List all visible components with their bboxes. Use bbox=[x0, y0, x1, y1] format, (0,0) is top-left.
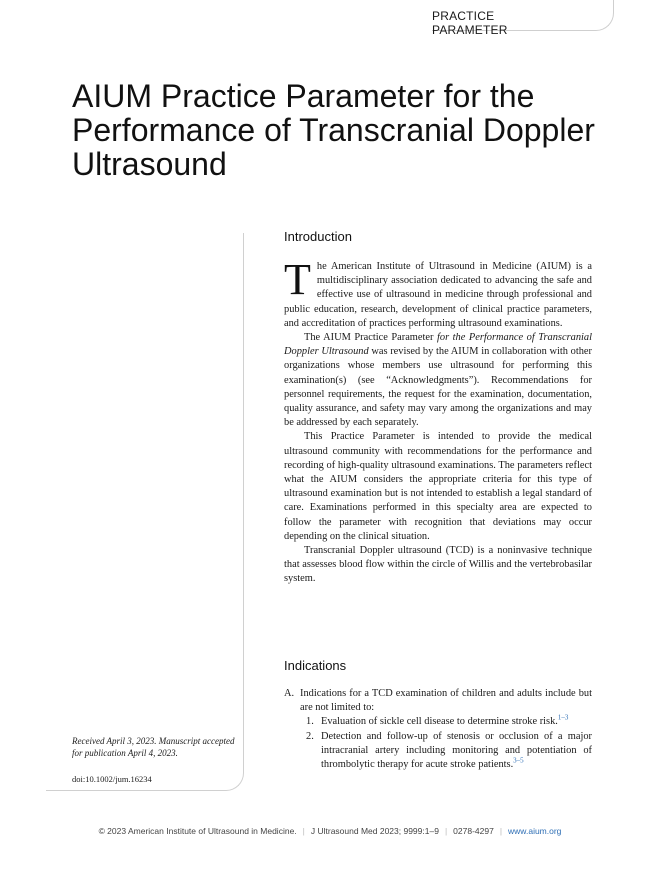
sub-item-text: Evaluation of sickle cell disease to determine stroke risk. bbox=[321, 716, 558, 728]
indication-item-text: Indications for a TCD examination of children and adults include but are not limited to: bbox=[300, 688, 592, 714]
indication-item-a bbox=[284, 687, 592, 715]
footer-issn: 0278-4297 bbox=[453, 826, 494, 836]
reference-link[interactable]: 3–5 bbox=[513, 756, 524, 765]
intro-p2-after: was revised by the AIUM in collaboration with other organizations whose members use ultrasound for performing this examination(s) (see “Acknowledgments”). Recommendations for personnel requirements, the request for the examination, documentation, quality assurance, and safety may vary among the organizations and may be addressed by each separately. bbox=[284, 346, 592, 429]
header-tab bbox=[432, 0, 614, 37]
indication-sub-list bbox=[284, 715, 592, 772]
introduction-body bbox=[284, 255, 592, 587]
reference-link[interactable]: 1–3 bbox=[557, 713, 569, 722]
indication-sub-item bbox=[284, 715, 592, 729]
sub-item-text: Detection and follow-up of stenosis or occlusion of a major intracranial artery including monitoring and potentiation of thrombolytic therapy for acute stroke patients. bbox=[321, 730, 592, 771]
intro-paragraph-1 bbox=[284, 255, 592, 331]
footer-copyright: © 2023 American Institute of Ultrasound in Medicine. bbox=[98, 826, 297, 836]
footer-separator: | bbox=[444, 826, 448, 836]
footer-journal: J Ultrasound Med 2023; 9999:1–9 bbox=[310, 826, 439, 836]
sub-item-number: 2. bbox=[306, 730, 314, 742]
footer-website-link[interactable]: www.aium.org bbox=[508, 826, 562, 836]
doi: doi:10.1002/jum.16234 bbox=[72, 774, 152, 784]
intro-p2-italic: for the Performance of Transcranial Doppler Ultrasound bbox=[284, 332, 592, 358]
intro-p2-before: The AIUM Practice Parameter bbox=[304, 332, 437, 344]
column-divider bbox=[243, 233, 244, 773]
indication-item-label: A. bbox=[284, 688, 295, 699]
indications-body bbox=[284, 687, 592, 772]
intro-paragraph-2 bbox=[284, 331, 592, 430]
indications-heading: Indications bbox=[284, 658, 347, 673]
footer-separator: | bbox=[499, 826, 503, 836]
dropcap: T bbox=[284, 255, 311, 304]
page-footer bbox=[0, 826, 660, 836]
indication-sub-item bbox=[284, 730, 592, 773]
footer-separator: | bbox=[302, 826, 305, 836]
intro-paragraph-4: Transcranial Doppler ultrasound (TCD) is a noninvasive technique that assesses blood flow within the circle of Willis and the vertebrobasilar system. bbox=[284, 545, 592, 585]
sub-item-number: 1. bbox=[306, 716, 314, 728]
intro-paragraph-3: This Practice Parameter is intended to provide the medical ultrasound community with recommendations for the performance and recording of high-quality ultrasound examinations. The parameters reflect what the AIUM considers the appropriate criteria for this type of ultrasound examination but is not intended to establish a legal standard of care. Examinations performed in this specialty area are expected to follow the parameter with recognition that deviations may occur depending on the clinical situation. bbox=[284, 431, 592, 542]
section-label: PRACTICE PARAMETER bbox=[432, 9, 508, 37]
intro-paragraph-1-text: he American Institute of Ultrasound in Medicine (AIUM) is a multidisciplinary association dedicated to advancing the safe and effective use of ultrasound in medicine through professional and public education, research, development of clinical practice parameters, and accreditation of practices performing ultrasound examinations. bbox=[284, 261, 592, 329]
introduction-heading: Introduction bbox=[284, 229, 352, 244]
article-title: AIUM Practice Parameter for the Performance of Transcranial Doppler Ultrasound bbox=[72, 78, 595, 182]
received-note: Received April 3, 2023. Manuscript accepted for publication April 4, 2023. bbox=[72, 736, 235, 758]
